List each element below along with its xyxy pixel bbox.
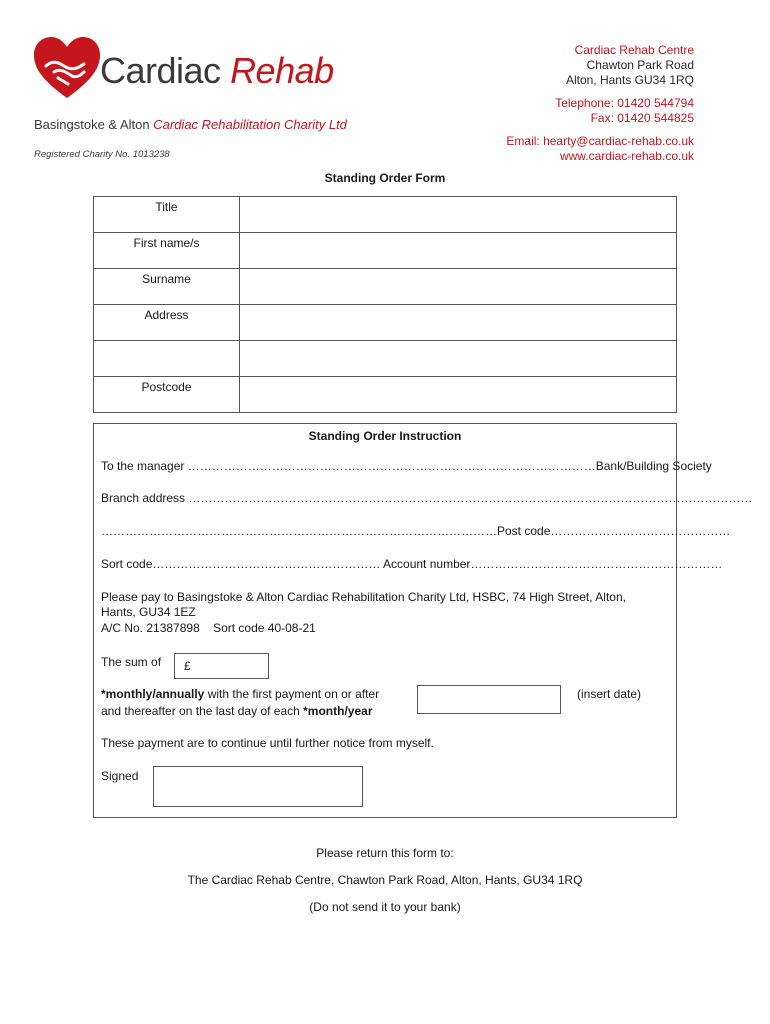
- signed-label: Signed: [101, 769, 139, 783]
- table-row: [94, 233, 677, 269]
- instruction-box: [93, 423, 753, 818]
- branch-address-line[interactable]: Branch address ……………………………………………………………………………………………………………………………: [101, 491, 753, 505]
- return-address: The Cardiac Rehab Centre, Chawton Park Road, Alton, Hants, GU34 1RQ: [187, 873, 583, 887]
- thereafter-text: and thereafter on the last day of each: [101, 704, 304, 718]
- surname-field[interactable]: [240, 269, 677, 305]
- frequency-options: *monthly/annually: [101, 687, 205, 701]
- frequency-line: [101, 687, 379, 701]
- brand-accent: Rehab: [230, 50, 334, 91]
- first-name-label: First name/s: [94, 233, 240, 269]
- table-row: [94, 269, 677, 305]
- form-title: Standing Order Form: [324, 171, 446, 185]
- postcode-label: Postcode: [94, 377, 240, 413]
- contact-fax: Fax: 01420 544825: [590, 111, 694, 125]
- brand-main: Cardiac: [100, 50, 231, 91]
- insert-date-hint: (insert date): [577, 687, 642, 701]
- address-field[interactable]: [240, 305, 677, 341]
- address-line2-field[interactable]: [240, 341, 677, 377]
- return-instruction: Please return this form to:: [316, 846, 454, 860]
- details-table: [93, 196, 677, 413]
- contact-org: Cardiac Rehab Centre: [574, 43, 694, 57]
- table-row: [94, 197, 677, 233]
- manager-line[interactable]: To the manager …………………………………………………………………………………………Bank/Building Society: [101, 459, 712, 473]
- table-row: [94, 305, 677, 341]
- bank-note: (Do not send it to your bank): [309, 900, 461, 914]
- period-options: *month/year: [303, 704, 373, 718]
- contact-street: Chawton Park Road: [586, 58, 694, 72]
- first-payment-date-input[interactable]: [417, 685, 561, 714]
- contact-telephone: Telephone: 01420 544794: [555, 96, 694, 110]
- tagline-prefix: Basingstoke & Alton: [34, 117, 154, 132]
- table-row: [94, 377, 677, 413]
- contact-block: [506, 43, 694, 164]
- continue-notice: These payment are to continue until further notice from myself.: [101, 736, 434, 750]
- pay-instruction-line1: Please pay to Basingstoke & Alton Cardiac Rehabilitation Charity Ltd, HSBC, 74 High Street, Alton,: [101, 590, 626, 604]
- sort-code-line[interactable]: Sort code………………………………………………… Account number………………………………………………………: [101, 557, 723, 571]
- account-details-line: A/C No. 21387898 Sort code 40-08-21: [101, 621, 316, 635]
- currency-symbol: £: [184, 659, 191, 673]
- table-row: [94, 341, 677, 377]
- signature-input[interactable]: [153, 766, 363, 807]
- tagline: [34, 117, 347, 132]
- sum-label: The sum of: [101, 655, 162, 669]
- first-name-field[interactable]: [240, 233, 677, 269]
- title-field[interactable]: [240, 197, 677, 233]
- sum-input[interactable]: [174, 653, 269, 679]
- postcode-line[interactable]: ………………………………………………………………………………………Post code………………………………………: [101, 524, 731, 538]
- postcode-field[interactable]: [240, 377, 677, 413]
- tagline-accent: Cardiac Rehabilitation Charity Ltd: [153, 117, 347, 132]
- handshake-heart-icon: [32, 36, 102, 100]
- surname-label: Surname: [94, 269, 240, 305]
- address-label: Address: [94, 305, 240, 341]
- brand-name: [100, 50, 334, 92]
- frequency-text: with the first payment on or after: [204, 687, 380, 701]
- contact-town: Alton, Hants GU34 1RQ: [565, 73, 694, 87]
- pay-instruction-line2: Hants, GU34 1EZ: [101, 605, 196, 619]
- address-line2-label: [94, 341, 240, 377]
- instruction-title: Standing Order Instruction: [308, 429, 462, 443]
- title-label: Title: [94, 197, 240, 233]
- contact-website: www.cardiac-rehab.co.uk: [559, 149, 694, 163]
- thereafter-line: [101, 704, 373, 718]
- contact-email: Email: hearty@cardiac-rehab.co.uk: [506, 134, 694, 148]
- charity-number: Registered Charity No. 1013238: [34, 149, 170, 160]
